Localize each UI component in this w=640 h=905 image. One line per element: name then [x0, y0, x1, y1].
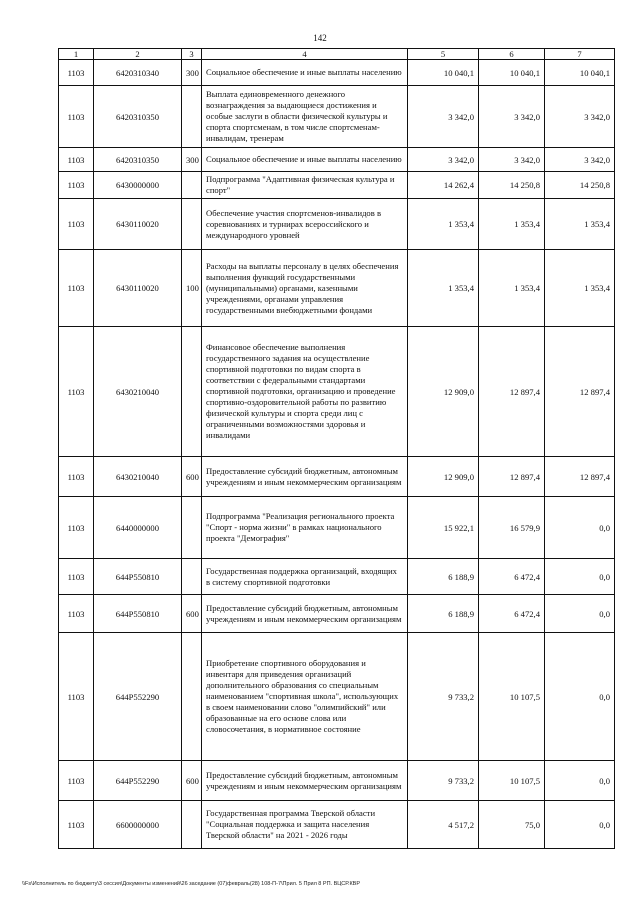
item-name-cell: Социальное обеспечение и иные выплаты населению: [202, 60, 408, 86]
target-article-cell: 6420310340: [94, 60, 182, 86]
section-code-cell: 1103: [59, 633, 94, 761]
page-number: 142: [313, 33, 327, 43]
item-name-cell: Обеспечение участия спортсменов-инвалидов в соревнованиях и турнирах всероссийского и международного уровней: [202, 199, 408, 250]
amount-col7-cell: 0,0: [545, 761, 615, 801]
amount-col7-cell: 0,0: [545, 497, 615, 559]
expense-type-cell: 600: [182, 595, 202, 633]
section-code-cell: 1103: [59, 86, 94, 148]
amount-col5-cell: 6 188,9: [408, 559, 479, 595]
amount-col7-cell: 1 353,4: [545, 199, 615, 250]
expense-type-cell: [182, 497, 202, 559]
section-code-cell: 1103: [59, 327, 94, 457]
amount-col6-cell: 3 342,0: [479, 148, 545, 172]
target-article-cell: 6430210040: [94, 327, 182, 457]
item-name-cell: Социальное обеспечение и иные выплаты населению: [202, 148, 408, 172]
target-article-cell: 644P550810: [94, 559, 182, 595]
section-code-cell: 1103: [59, 172, 94, 199]
amount-col6-cell: 10 107,5: [479, 761, 545, 801]
table-body: [59, 60, 615, 849]
col-header-3: 3: [182, 49, 202, 60]
amount-col5-cell: 4 517,2: [408, 801, 479, 849]
target-article-cell: 6420310350: [94, 86, 182, 148]
amount-col5-cell: 15 922,1: [408, 497, 479, 559]
target-article-cell: 6430110020: [94, 199, 182, 250]
amount-col5-cell: 6 188,9: [408, 595, 479, 633]
amount-col7-cell: 3 342,0: [545, 148, 615, 172]
expense-type-cell: 600: [182, 457, 202, 497]
expense-type-cell: [182, 801, 202, 849]
target-article-cell: 6600000000: [94, 801, 182, 849]
expense-type-cell: 300: [182, 148, 202, 172]
amount-col6-cell: 6 472,4: [479, 559, 545, 595]
table-row: [59, 172, 615, 199]
amount-col6-cell: 1 353,4: [479, 250, 545, 327]
amount-col6-cell: 14 250,8: [479, 172, 545, 199]
expense-type-cell: [182, 633, 202, 761]
amount-col6-cell: 3 342,0: [479, 86, 545, 148]
target-article-cell: 6430110020: [94, 250, 182, 327]
section-code-cell: 1103: [59, 497, 94, 559]
section-code-cell: 1103: [59, 761, 94, 801]
table-row: [59, 457, 615, 497]
amount-col7-cell: 12 897,4: [545, 457, 615, 497]
expense-type-cell: 600: [182, 761, 202, 801]
table-row: [59, 497, 615, 559]
item-name-cell: Приобретение спортивного оборудования и инвентаря для приведения организаций дополнительного образования со специальным наименованием "спортивная школа", использующих в своем наименовании слово "олимпийский" или образованные на его основе слова или словосочетания, в нормативное состояние: [202, 633, 408, 761]
amount-col6-cell: 1 353,4: [479, 199, 545, 250]
amount-col6-cell: 10 107,5: [479, 633, 545, 761]
amount-col5-cell: 9 733,2: [408, 761, 479, 801]
expense-type-cell: [182, 327, 202, 457]
col-header-7: 7: [545, 49, 615, 60]
amount-col7-cell: 0,0: [545, 559, 615, 595]
amount-col5-cell: 3 342,0: [408, 148, 479, 172]
amount-col6-cell: 75,0: [479, 801, 545, 849]
section-code-cell: 1103: [59, 559, 94, 595]
amount-col7-cell: 14 250,8: [545, 172, 615, 199]
section-code-cell: 1103: [59, 250, 94, 327]
table-row: [59, 327, 615, 457]
item-name-cell: Предоставление субсидий бюджетным, автономным учреждениям и иным некоммерческим организациям: [202, 595, 408, 633]
budget-table: [58, 48, 615, 849]
amount-col7-cell: 1 353,4: [545, 250, 615, 327]
table-row: [59, 559, 615, 595]
item-name-cell: Подпрограмма "Реализация регионального проекта "Спорт - норма жизни" в рамках национального проекта "Демография": [202, 497, 408, 559]
col-header-6: 6: [479, 49, 545, 60]
amount-col5-cell: 12 909,0: [408, 327, 479, 457]
amount-col5-cell: 9 733,2: [408, 633, 479, 761]
section-code-cell: 1103: [59, 148, 94, 172]
item-name-cell: Государственная поддержка организаций, входящих в систему спортивной подготовки: [202, 559, 408, 595]
target-article-cell: 644P552290: [94, 633, 182, 761]
table-row: [59, 86, 615, 148]
amount-col7-cell: 0,0: [545, 633, 615, 761]
amount-col5-cell: 12 909,0: [408, 457, 479, 497]
header-row: [59, 49, 615, 60]
amount-col7-cell: 10 040,1: [545, 60, 615, 86]
item-name-cell: Государственная программа Тверской области "Социальная поддержка и защита населения Тверской области" на 2021 - 2026 годы: [202, 801, 408, 849]
amount-col6-cell: 10 040,1: [479, 60, 545, 86]
item-name-cell: Предоставление субсидий бюджетным, автономным учреждениям и иным некоммерческим организациям: [202, 761, 408, 801]
item-name-cell: Предоставление субсидий бюджетным, автономным учреждениям и иным некоммерческим организациям: [202, 457, 408, 497]
col-header-2: 2: [94, 49, 182, 60]
amount-col7-cell: 12 897,4: [545, 327, 615, 457]
file-path-footer: \\Fs\Исполнитель по бюджету\3 сессия\Документы изменений\26 заседание (07)февраль(28) 108-П-7\Прил. 5 Прил 8 РП. ВЦСР.КВР: [22, 881, 360, 887]
col-header-5: 5: [408, 49, 479, 60]
target-article-cell: 6420310350: [94, 148, 182, 172]
expense-type-cell: [182, 559, 202, 595]
item-name-cell: Подпрограмма "Адаптивная физическая культура и спорт": [202, 172, 408, 199]
table-row: [59, 633, 615, 761]
amount-col5-cell: 3 342,0: [408, 86, 479, 148]
item-name-cell: Расходы на выплаты персоналу в целях обеспечения выполнения функций государственными (муниципальными) органами, казенными учреждениями, органами управления государственными внебюджетными фондами: [202, 250, 408, 327]
amount-col7-cell: 3 342,0: [545, 86, 615, 148]
amount-col5-cell: 14 262,4: [408, 172, 479, 199]
amount-col6-cell: 12 897,4: [479, 327, 545, 457]
item-name-cell: Выплата единовременного денежного вознаграждения за выдающиеся достижения и особые заслуги в области физической культуры и спорта спортсменам, в том числе спортсменам-инвалидам, тренерам: [202, 86, 408, 148]
table-row: [59, 801, 615, 849]
target-article-cell: 644P552290: [94, 761, 182, 801]
amount-col7-cell: 0,0: [545, 595, 615, 633]
table-row: [59, 761, 615, 801]
table-row: [59, 148, 615, 172]
col-header-4: 4: [202, 49, 408, 60]
target-article-cell: 644P550810: [94, 595, 182, 633]
expense-type-cell: 100: [182, 250, 202, 327]
target-article-cell: 6430000000: [94, 172, 182, 199]
expense-type-cell: 300: [182, 60, 202, 86]
section-code-cell: 1103: [59, 457, 94, 497]
expense-type-cell: [182, 86, 202, 148]
section-code-cell: 1103: [59, 595, 94, 633]
section-code-cell: 1103: [59, 199, 94, 250]
expense-type-cell: [182, 172, 202, 199]
item-name-cell: Финансовое обеспечение выполнения государственного задания на осуществление спортивной подготовки по видам спорта в соответствии с федеральными стандартами спортивной подготовки, организацию и проведение спортивно-оздоровительной работы по развитию физической культуры и спорта среди лиц с ограниченными возможностями здоровья и инвалидами: [202, 327, 408, 457]
target-article-cell: 6440000000: [94, 497, 182, 559]
amount-col5-cell: 1 353,4: [408, 250, 479, 327]
table-row: [59, 250, 615, 327]
amount-col6-cell: 16 579,9: [479, 497, 545, 559]
col-header-1: 1: [59, 49, 94, 60]
target-article-cell: 6430210040: [94, 457, 182, 497]
amount-col5-cell: 1 353,4: [408, 199, 479, 250]
table-row: [59, 199, 615, 250]
section-code-cell: 1103: [59, 801, 94, 849]
expense-type-cell: [182, 199, 202, 250]
section-code-cell: 1103: [59, 60, 94, 86]
table-row: [59, 60, 615, 86]
amount-col7-cell: 0,0: [545, 801, 615, 849]
amount-col6-cell: 6 472,4: [479, 595, 545, 633]
amount-col5-cell: 10 040,1: [408, 60, 479, 86]
amount-col6-cell: 12 897,4: [479, 457, 545, 497]
table-row: [59, 595, 615, 633]
